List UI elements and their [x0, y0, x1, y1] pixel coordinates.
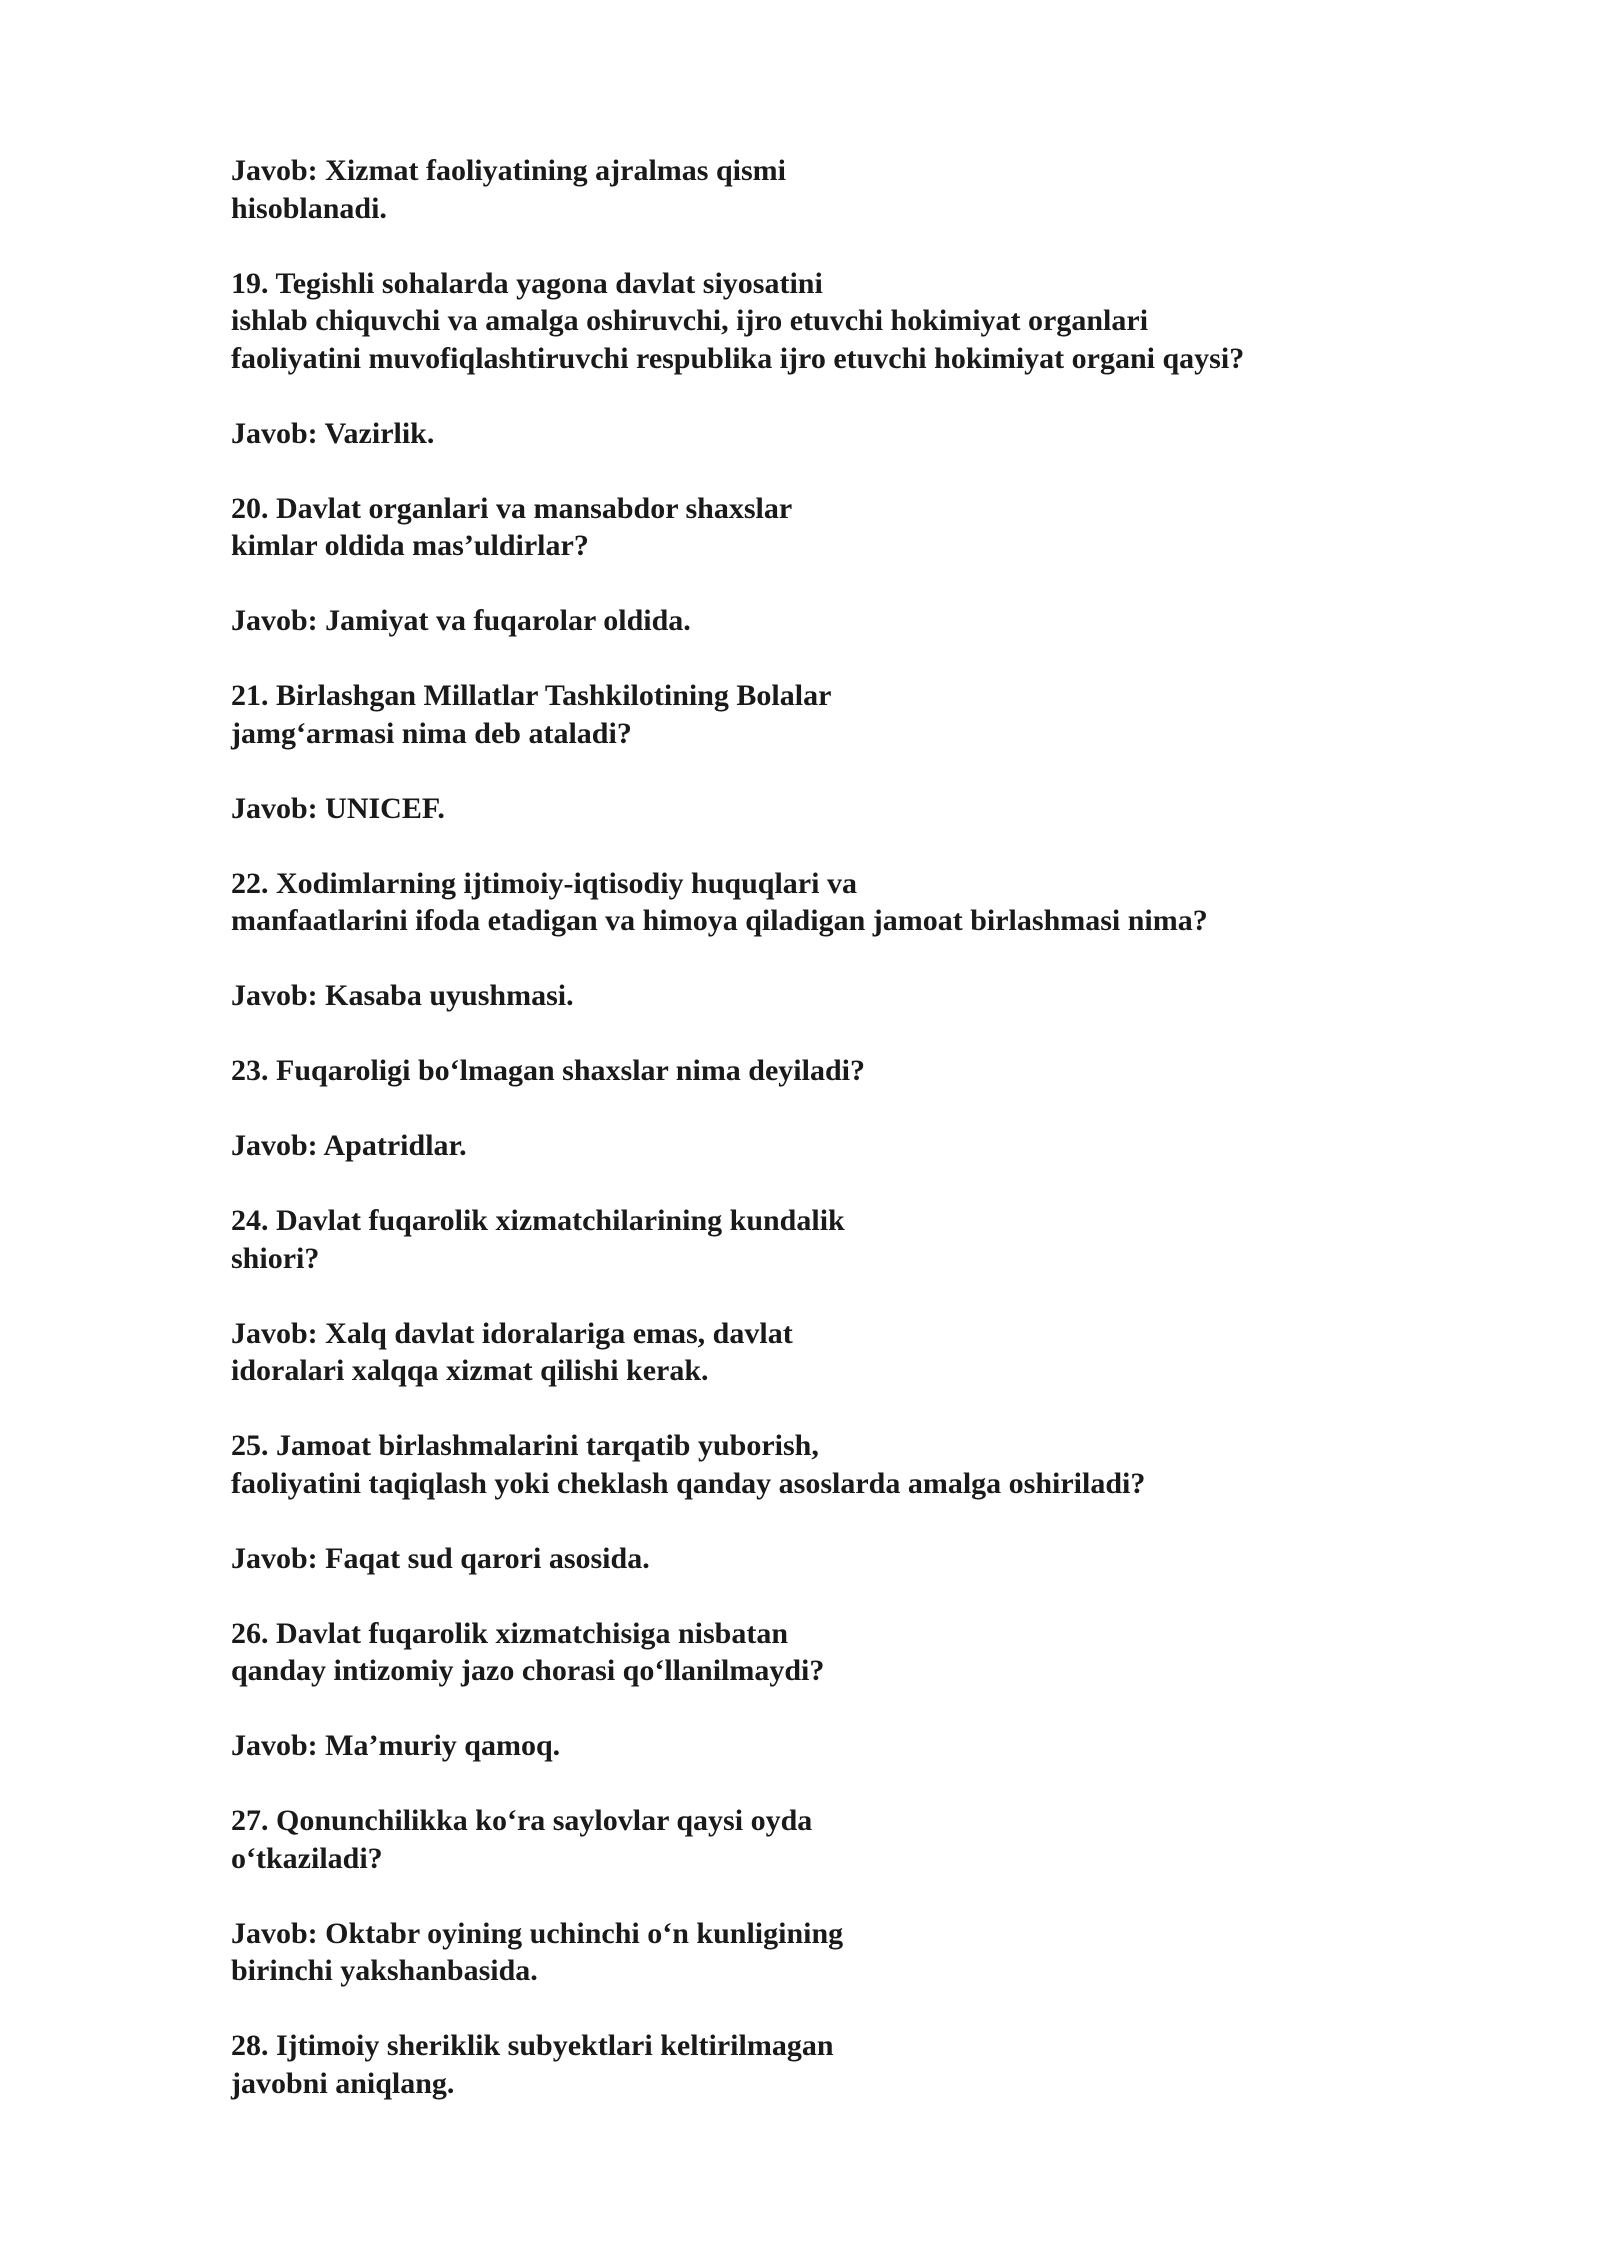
question-paragraph: [231, 490, 1471, 565]
answer-paragraph: [231, 1315, 1471, 1390]
question-paragraph: [231, 677, 1471, 752]
question-line: 26. Davlat fuqarolik xizmatchisiga nisbatan: [231, 1616, 789, 1650]
question-line: faoliyatini taqiqlash yoki cheklash qanday asoslarda amalga oshiriladi?: [231, 1466, 1146, 1500]
question-line: kimlar oldida mas’uldirlar?: [231, 529, 589, 562]
answer-paragraph: [231, 1127, 1471, 1165]
answer-line: idoralari xalqqa xizmat qilishi kerak.: [231, 1354, 709, 1387]
question-line: shiori?: [231, 1241, 320, 1275]
answer-line: Javob: UNICEF.: [231, 791, 445, 825]
question-line: 20. Davlat organlari va mansabdor shaxslar: [231, 491, 793, 525]
answer-line: Javob: Vazirlik.: [231, 416, 435, 450]
answer-line: birinchi yakshanbasida.: [231, 1954, 538, 1987]
answer-paragraph: [231, 415, 1471, 453]
answer-line: Javob: Faqat sud qarori asosida.: [231, 1541, 650, 1575]
answer-line: Javob: Ma’muriy qamoq.: [231, 1729, 561, 1762]
answer-line: Javob: Kasaba uyushmasi.: [231, 979, 574, 1012]
question-paragraph: [231, 1202, 1471, 1277]
answer-line: Javob: Xizmat faoliyatining ajralmas qismi: [231, 154, 786, 187]
answer-paragraph: [231, 1915, 1471, 1990]
question-line: qanday intizomiy jazo chorasi qo‘llanilmaydi?: [231, 1654, 825, 1687]
question-line: javobni aniqlang.: [231, 2066, 455, 2100]
question-paragraph: [231, 1427, 1471, 1502]
question-paragraph: [231, 865, 1471, 940]
answer-line: Javob: Apatridlar.: [231, 1129, 467, 1162]
question-line: 21. Birlashgan Millatlar Tashkilotining Bolalar: [231, 679, 832, 712]
question-line: 22. Xodimlarning ijtimoiy-iqtisodiy huquqlari va: [231, 866, 857, 900]
answer-paragraph: [231, 1540, 1471, 1578]
answer-line: Javob: Jamiyat va fuqarolar oldida.: [231, 604, 691, 637]
answer-line: hisoblanadi.: [231, 191, 387, 225]
question-line: 19. Tegishli sohalarda yagona davlat siyosatini: [231, 266, 823, 300]
question-line: 24. Davlat fuqarolik xizmatchilarining kundalik: [231, 1204, 845, 1237]
answer-paragraph: [231, 1727, 1471, 1765]
question-line: 27. Qonunchilikka ko‘ra saylovlar qaysi oyda: [231, 1804, 813, 1837]
question-line: ishlab chiquvchi va amalga oshiruvchi, ijro etuvchi hokimiyat organlari: [231, 304, 1149, 337]
question-line: faoliyatini muvofiqlashtiruvchi respublika ijro etuvchi hokimiyat organi qaysi?: [231, 341, 1245, 375]
question-paragraph: [231, 1802, 1471, 1877]
question-paragraph: [231, 1052, 1471, 1090]
answer-paragraph: [231, 977, 1471, 1015]
question-line: jamg‘armasi nima deb ataladi?: [231, 716, 632, 750]
question-line: 28. Ijtimoiy sheriklik subyektlari keltirilmagan: [231, 2029, 834, 2062]
answer-paragraph: [231, 602, 1471, 640]
question-paragraph: [231, 1615, 1471, 1690]
question-paragraph: [231, 2027, 1471, 2102]
answer-line: Javob: Xalq davlat idoralariga emas, davlat: [231, 1316, 793, 1350]
document-body: [231, 152, 1471, 2140]
question-line: 25. Jamoat birlashmalarini tarqatib yuborish,: [231, 1429, 819, 1462]
answer-line: Javob: Oktabr oyining uchinchi o‘n kunligining: [231, 1916, 844, 1950]
answer-paragraph: [231, 152, 1471, 227]
answer-paragraph: [231, 790, 1471, 828]
question-line: manfaatlarini ifoda etadigan va himoya qiladigan jamoat birlashmasi nima?: [231, 904, 1208, 937]
question-paragraph: [231, 265, 1471, 378]
question-line: o‘tkaziladi?: [231, 1841, 383, 1875]
question-line: 23. Fuqaroligi bo‘lmagan shaxslar nima deyiladi?: [231, 1054, 865, 1087]
